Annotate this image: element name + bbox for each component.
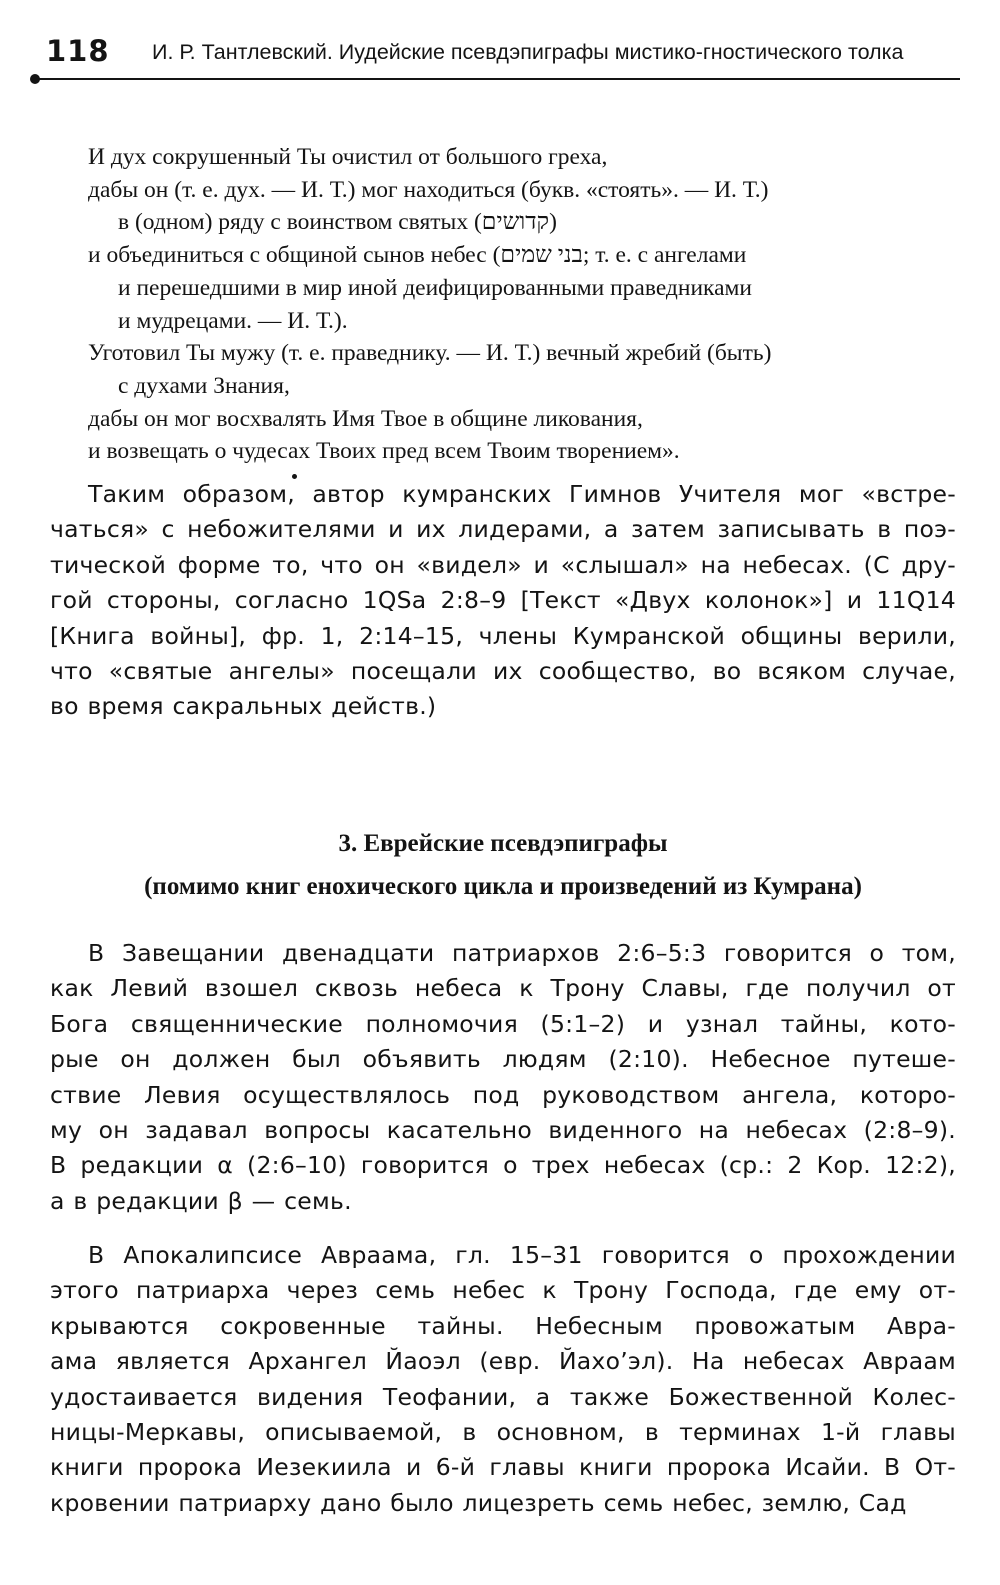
text-line: гой стороны, согласно 1QSa 2:8–9 [Текст «Двух колонок»] и 11Q14 <box>50 586 956 615</box>
text-line: ницы-Меркавы, описываемой, в основном, в терминах 1-й главы <box>50 1417 956 1446</box>
text-line: во время сакральных действ.) <box>50 692 437 721</box>
paragraph-1 <box>50 477 956 725</box>
paragraph-2 <box>50 936 956 1219</box>
text-line: удостаивается видения Теофании, а также Божественной Колес- <box>50 1382 956 1411</box>
text-line: книги пророка Иезекиила и 6-й главы книги пророка Исайи. В От- <box>50 1453 956 1482</box>
text-line: этого патриарха через семь небес к Трону Господа, где ему от- <box>50 1276 956 1305</box>
page-header <box>32 30 960 80</box>
quote-line: и мудрецами. — И. Т.). <box>118 307 348 334</box>
text-line: [Книга войны], фр. 1, 2:14–15, члены Кумранской общины верили, <box>50 621 956 650</box>
section-heading-line-2: (помимо книг енохического цикла и произведений из Кумрана) <box>144 873 862 900</box>
text-line: ама является Архангел Йаоэл (евр. Йахо’эл). На небесах Авраам <box>50 1347 956 1376</box>
text-line: кровении патриарху дано было лицезреть семь небес, землю, Сад <box>50 1488 907 1517</box>
quote-line: дабы он мог восхвалять Имя Твое в общине ликования, <box>88 405 643 432</box>
text-line: что «святые ангелы» посещали их сообщество, во всяком случае, <box>50 656 956 685</box>
hymn-quotation <box>88 141 968 468</box>
text-line: как Левий взошел сквозь небеса к Трону Славы, где получил от <box>50 974 956 1003</box>
paragraph-3 <box>50 1238 956 1521</box>
header-rule <box>32 78 960 80</box>
quote-line: дабы он (т. е. дух. — И. Т.) мог находиться (букв. «стоять». — И. Т.) <box>88 176 769 203</box>
page-number: 118 <box>46 34 110 68</box>
text-line: В редакции α (2:6–10) говорится о трех небесах (ср.: 2 Кор. 12:2), <box>50 1151 956 1180</box>
text-line: крываются сокровенные тайны. Небесным провожатым Авра- <box>50 1311 956 1340</box>
text-line: рые он должен был объявить людям (2:10). Небесное путеше- <box>50 1045 956 1074</box>
quote-line: и перешедшими в мир иной деифицированными праведниками <box>118 274 752 301</box>
text-line: Таким образом, автор кумранских Гимнов Учителя мог «встре- <box>88 480 956 508</box>
quote-line: и возвещать о чудесах Твоих пред всем Твоим творением». <box>88 438 680 465</box>
text-line: му он задавал вопросы касательно виденного на небесах (2:8–9). <box>50 1115 956 1144</box>
text-line: Бога священнические полномочия (5:1–2) и узнал тайны, кото- <box>50 1009 956 1038</box>
text-line: В Апокалипсисе Авраама, гл. 15–31 говорится о прохождении <box>88 1241 956 1269</box>
text-line: ствие Левия осуществлялось под руководством ангела, которо- <box>50 1080 956 1109</box>
section-heading-line-1: 3. Еврейские псевдэпиграфы <box>338 830 668 857</box>
text-line: тической форме то, что он «видел» и «слышал» на небесах. (С дру- <box>50 550 956 579</box>
quote-line: Уготовил Ты мужу (т. е. праведнику. — И. Т.) вечный жребий (быть) <box>88 340 772 367</box>
text-line: чаться» с небожителями и их лидерами, а затем записывать в поэ- <box>50 515 956 544</box>
quote-line: и объединиться с общиной сынов небес (בני שמים; т. е. с ангелами <box>88 242 747 269</box>
running-title: И. Р. Тантлевский. Иудейские псевдэпиграфы мистико-гностического толка <box>152 40 904 64</box>
text-line: а в редакции β — семь. <box>50 1186 352 1215</box>
quote-line: с духами Знания, <box>118 372 290 399</box>
text-line: В Завещании двенадцати патриархов 2:6–5:3 говорится о том, <box>88 939 956 967</box>
section-heading <box>50 822 956 908</box>
quote-line: И дух сокрушенный Ты очистил от большого греха, <box>88 144 608 170</box>
quote-line: в (одном) ряду с воинством святых (קדושים) <box>118 209 557 236</box>
